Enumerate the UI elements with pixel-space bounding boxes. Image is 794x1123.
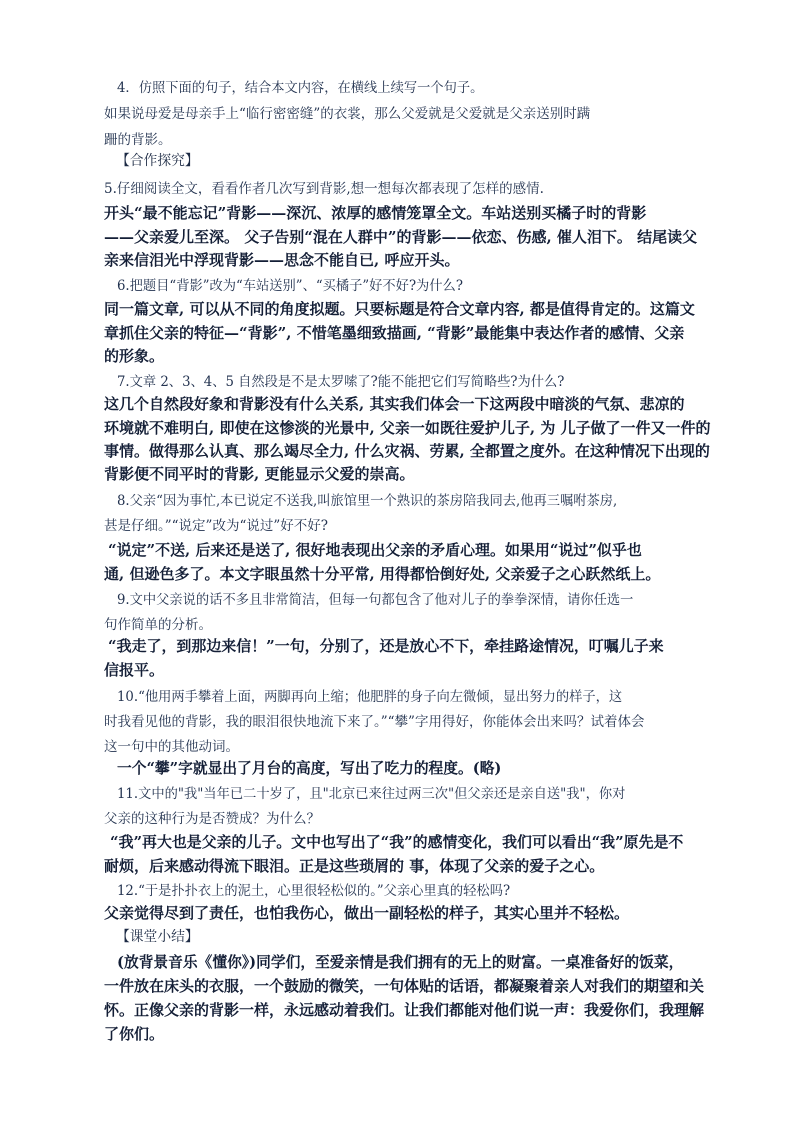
question-7: 7.文章 2、3、4、5 自然段是不是太罗嗦了?能不能把它们写简略些?为什么? [117,374,565,390]
answer-6: 的形象。 [104,347,165,365]
question-12: 12.“于是扑扑衣上的泥土，心里很轻松似的。”父亲心里真的轻松吗? [117,883,511,899]
answer-7: 环境就不难明白, 即使在这惨淡的光景中, 父亲一如既往爱护儿子, 为 儿子做了一件又一件的 [104,419,711,437]
answer-11: “我”再大也是父亲的儿子。文中也写出了“我”的感情变化，我们可以看出“我”原先是不 [110,833,684,851]
question-11: 11.文中的"我"当年已二十岁了，且"北京已来往过两三次"但父亲还是亲自送"我"，你对 [117,786,626,802]
answer-8: 通, 但逊色多了。本文字眼虽然十分平常, 用得都恰倒好处, 父亲爱子之心跃然纸上。 [104,565,661,583]
answer-9: “我走了，到那边来信！”一句，分别了，还是放心不下，牵挂路途情况，叮嘱儿子来 [108,637,664,655]
question-4-text: 跚的背影。 [104,132,172,148]
question-4-text: 如果说母爱是母亲手上“临行密密缝”的衣裳，那么父爱就是父爱就是父亲送别时蹒 [104,106,591,122]
question-11: 父亲的这种行为是否赞成？为什么？ [104,811,320,827]
answer-7: 这几个自然段好象和背影没有什么关系, 其实我们体会一下这两段中暗淡的气氛、悲凉的 [104,395,685,413]
question-9: 句作简单的分析。 [104,617,212,633]
answer-5: 亲来信泪光中浮现背影——思念不能自已, 呼应开头。 [104,251,460,269]
question-10: 时我看见他的背影，我的眼泪很快地流下来了。”“攀”字用得好，你能体会出来吗？试着体会 [104,714,645,730]
answer-7: 背影便不同平时的背影, 更能显示父爱的崇高。 [104,465,415,483]
question-10: 这一句中的其他动词。 [104,739,239,755]
answer-9: 信报平。 [104,661,165,679]
answer-12: 父亲觉得尽到了责任，也怕我伤心，做出一副轻松的样子，其实心里并不轻松。 [104,904,630,922]
question-5: 5.仔细阅读全文，看看作者几次写到背影,想一想每次都表现了怎样的感情. [104,181,544,197]
answer-11: 耐烦，后来感动得流下眼泪。正是这些琐屑的 事，体现了父亲的爱子之心。 [104,857,605,875]
question-8: 甚是仔细。”“说定”改为“说过”好不好? [104,518,328,534]
answer-10: 一个“攀”字就显出了月台的高度，写出了吃力的程度。(略) [117,759,502,777]
summary-paragraph: 怀。正像父亲的背影一样，永远感动着我们。让我们都能对他们说一声：我爱你们，我理解 [104,1001,705,1019]
summary-paragraph: (放背景音乐《懂你》)同学们，至爱亲情是我们拥有的无上的财富。一桌准备好的饭菜， [117,953,684,971]
answer-6: 同一篇文章, 可以从不同的角度拟题。只要标题是符合文章内容, 都是值得肯定的。这篇文 [104,300,695,318]
question-9: 9.文中父亲说的话不多且非常简洁，但每一句都包含了他对儿子的拳拳深情，请你任选一 [117,592,634,608]
section-heading: 【课堂小结】 [116,929,199,945]
summary-paragraph: 了你们。 [104,1025,165,1043]
summary-paragraph: 一件放在床头的衣服，一个鼓励的微笑，一句体贴的话语，都凝聚着亲人对我们的期望和关 [104,977,705,995]
question-4: 4．仿照下面的句子，结合本文内容，在横线上续写一个句子。 [117,80,484,96]
section-heading: 【合作探究】 [116,153,199,169]
answer-5: 开头“最不能忘记”背影——深沉、浓厚的感情笼罩全文。车站送别买橘子时的背影 [104,204,647,222]
answer-6: 章抓住父亲的特征—“背影”, 不惜笔墨细致描画, “背影”最能集中表达作者的感情、父亲 [104,324,685,342]
question-8: 8.父亲“因为事忙,本已说定不送我,叫旅馆里一个熟识的茶房陪我同去,他再三嘱咐茶房, [117,493,618,509]
answer-8: “说定”不送, 后来还是送了, 很好地表现出父亲的矛盾心理。如果用“说过”似乎也 [108,541,642,559]
answer-7: 事情。做得那么认真、那么竭尽全力, 什么灾祸、劳累, 全都置之度外。在这种情况下出现的 [104,442,710,460]
question-6: 6.把题目“背影”改为“车站送别”、“买橘子”好不好?为什么? [117,278,463,294]
answer-5: ——父亲爱儿至深。 父子告别“混在人群中”的背影——依恋、伤感, 催人泪下。 结尾读父 [104,228,698,246]
question-10: 10.“他用两手攀着上面，两脚再向上缩；他肥胖的身子向左微倾，显出努力的样子，这 [117,689,623,705]
